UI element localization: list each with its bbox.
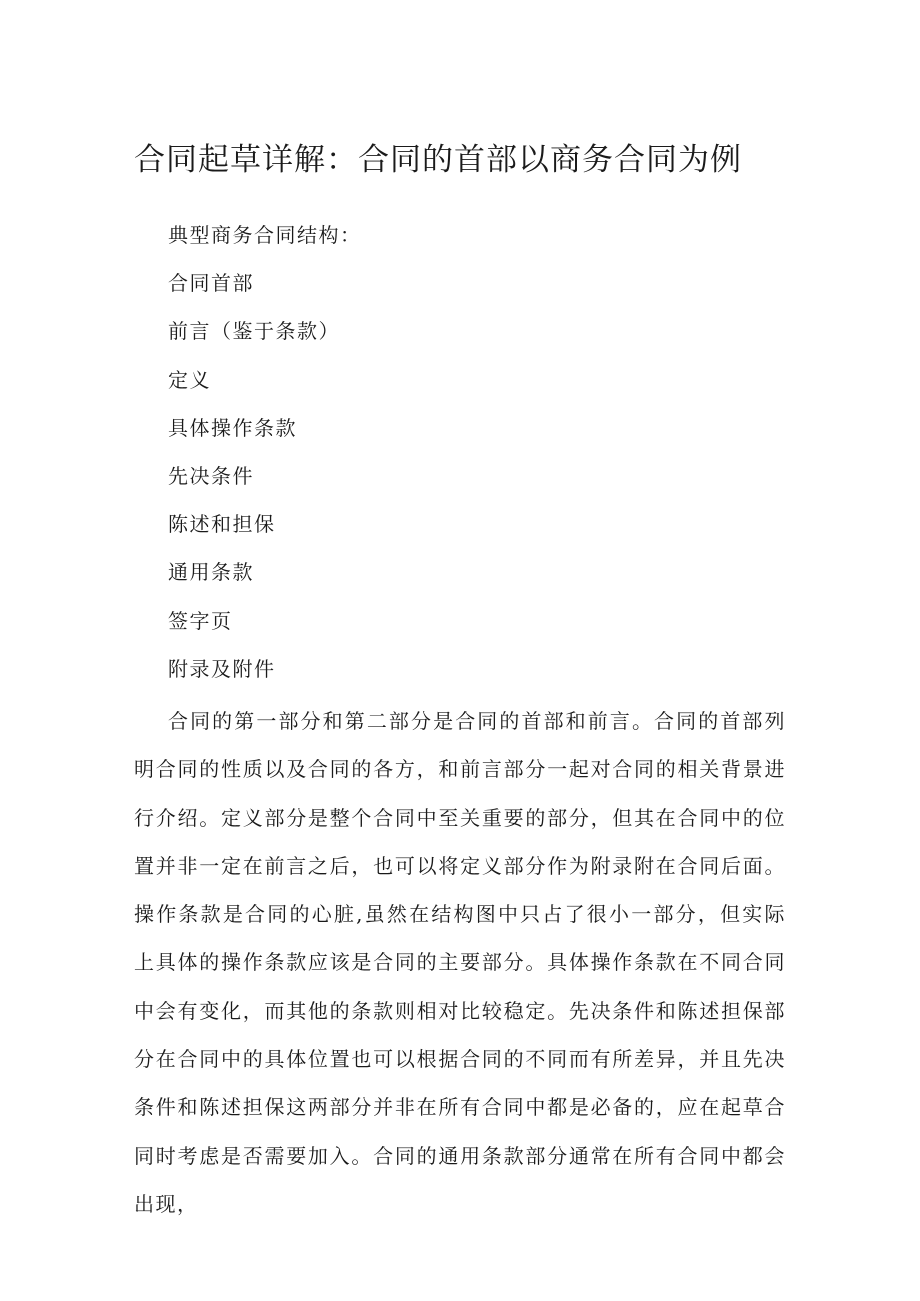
structure-item: 具体操作条款 — [168, 415, 297, 440]
document-title: 合同起草详解：合同的首部以商务合同为例 — [134, 142, 742, 178]
structure-item: 通用条款 — [168, 560, 254, 585]
structure-item: 前言（鉴于条款） — [168, 319, 340, 344]
structure-item: 定义 — [168, 367, 211, 392]
structure-item: 先决条件 — [168, 463, 254, 488]
structure-heading: 典型商务合同结构： — [168, 223, 362, 247]
structure-item: 附录及附件 — [168, 656, 276, 681]
structure-item: 合同首部 — [168, 271, 254, 296]
structure-item: 签字页 — [168, 608, 233, 633]
contract-structure-list — [168, 215, 362, 697]
structure-item: 陈述和担保 — [168, 512, 276, 537]
body-paragraph: 合同的第一部分和第二部分是合同的首部和前言。合同的首部列明合同的性质以及合同的各方，和前言部分一起对合同的相关背景进行介绍。定义部分是整个合同中至关重要的部分，但其在合同中的位置并非一定在前言之后，也可以将定义部分作为附录附在合同后面。操作条款是合同的心脏,虽然在结构图中只占了很小一部分，但实际上具体的操作条款应该是合同的主要部分。具体操作条款在不同合同中会有变化，而其他的条款则相对比较稳定。先决条件和陈述担保部分在合同中的具体位置也可以根据合同的不同而有所差异，并且先决条件和陈述担保这两部分并非在所有合同中都是必备的，应在起草合同时考虑是否需要加入。合同的通用条款部分通常在所有合同中都会出现， — [134, 709, 786, 1216]
